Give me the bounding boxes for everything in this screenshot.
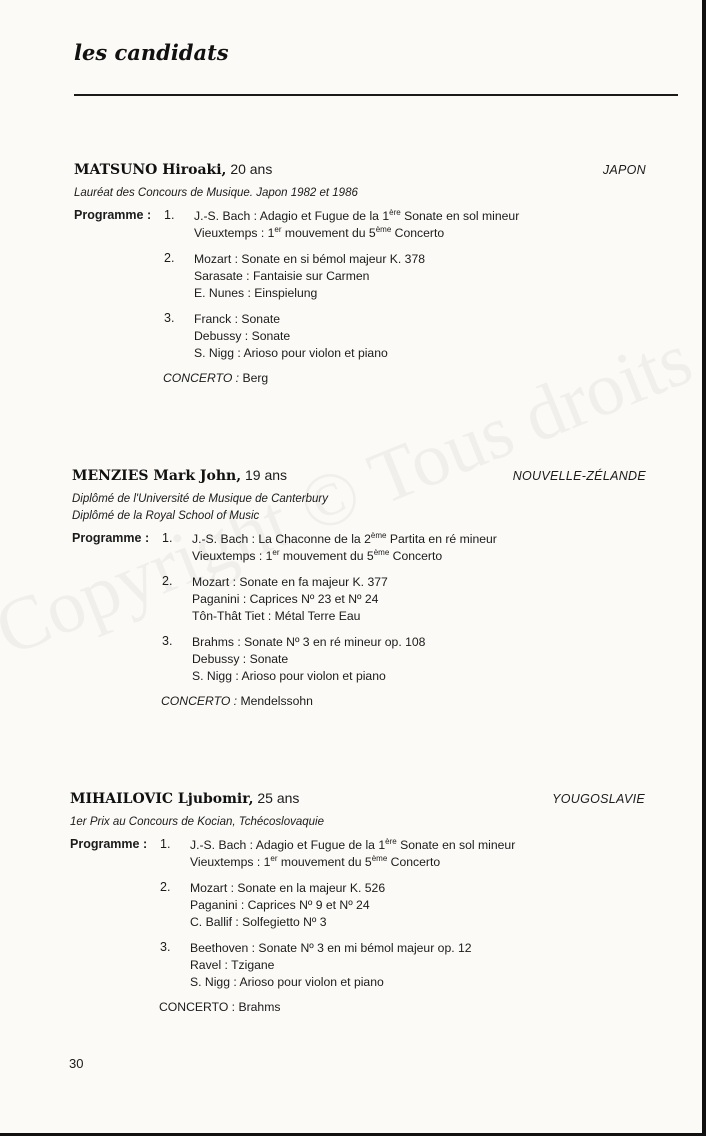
piece: Beethoven : Sonate Nº 3 en mi bémol majeur op. 12 <box>190 941 472 955</box>
concerto-value: Mendelssohn <box>240 694 313 708</box>
candidate-matsuno <box>74 161 646 385</box>
piece: S. Nigg : Arioso pour violon et piano <box>194 346 388 360</box>
concerto-label: CONCERTO : <box>163 371 240 385</box>
programme-number: 3. <box>164 311 175 325</box>
candidate-age: 20 ans <box>230 161 273 177</box>
candidate-credentials <box>70 814 645 831</box>
candidate-name: MENZIES Mark John, <box>72 468 242 484</box>
candidate-name-line <box>74 161 272 178</box>
programme-number: 3. <box>160 940 171 954</box>
piece: Mozart : Sonate en fa majeur K. 377 <box>192 575 388 589</box>
programme <box>74 208 646 362</box>
candidate-country: YOUGOSLAVIE <box>552 792 645 806</box>
candidate-name-line <box>72 467 287 484</box>
programme-label: Programme : <box>70 837 148 851</box>
piece: Ravel : Tzigane <box>190 958 275 972</box>
candidate-mihailovic <box>70 790 645 1014</box>
credential-line: 1er Prix au Concours de Kocian, Tchécoslovaquie <box>70 816 324 828</box>
candidate-age: 25 ans <box>257 790 300 806</box>
piece: Vieuxtemps : 1er mouvement du 5ème Concerto <box>194 224 445 240</box>
piece: C. Ballif : Solfegietto Nº 3 <box>190 915 327 929</box>
programme-item-3 <box>72 634 646 685</box>
programme-label: Programme : <box>72 531 150 545</box>
candidate-header <box>70 790 645 812</box>
page-right-edge <box>702 0 706 1136</box>
programme-number: 2. <box>164 251 175 265</box>
concerto-label: CONCERTO : <box>161 694 238 708</box>
candidate-header <box>72 467 646 489</box>
programme-item-1 <box>74 208 646 242</box>
programme-item-3 <box>74 311 646 362</box>
piece: Franck : Sonate <box>194 312 281 326</box>
piece: Tôn-Thât Tiet : Métal Terre Eau <box>192 609 361 623</box>
candidate-credentials <box>74 185 646 202</box>
section-title: les candidats <box>74 40 229 65</box>
candidate-country: JAPON <box>602 163 646 177</box>
concerto-label: CONCERTO : <box>159 1000 236 1014</box>
piece: Paganini : Caprices Nº 23 et Nº 24 <box>192 592 379 606</box>
programme-number: 2. <box>160 880 171 894</box>
credential-line: Lauréat des Concours de Musique. Japon 1982 et 1986 <box>74 187 358 199</box>
credential-line: Diplômé de l'Université de Musique de Canterbury <box>72 493 328 505</box>
concerto-line <box>70 1000 645 1014</box>
programme-item-1 <box>70 837 645 871</box>
candidate-credentials <box>72 491 646 525</box>
piece: J.-S. Bach : Adagio et Fugue de la 1ère Sonate en sol mineur <box>194 207 520 223</box>
piece: Vieuxtemps : 1er mouvement du 5ème Concerto <box>192 547 443 563</box>
programme-item-2 <box>72 574 646 625</box>
piece: Debussy : Sonate <box>194 329 291 343</box>
programme-number: 2. <box>162 574 173 588</box>
candidate-menzies <box>72 467 646 708</box>
piece: J.-S. Bach : La Chaconne de la 2ème Partita en ré mineur <box>192 530 497 546</box>
candidate-country: NOUVELLE-ZÉLANDE <box>512 469 646 483</box>
piece: J.-S. Bach : Adagio et Fugue de la 1ère Sonate en sol mineur <box>190 836 516 852</box>
page-number: 30 <box>69 1056 84 1071</box>
credential-line: Diplômé de la Royal School of Music <box>72 510 260 522</box>
piece: Mozart : Sonate en la majeur K. 526 <box>190 881 386 895</box>
programme-number: 3. <box>162 634 173 648</box>
candidate-name-line <box>70 790 299 807</box>
piece: Vieuxtemps : 1er mouvement du 5ème Concerto <box>190 853 441 869</box>
piece: Debussy : Sonate <box>192 652 289 666</box>
concerto-line <box>74 371 646 385</box>
candidate-header <box>74 161 646 183</box>
piece: E. Nunes : Einspielung <box>194 286 318 300</box>
candidate-age: 19 ans <box>245 467 288 483</box>
programme-item-1 <box>72 531 646 565</box>
candidate-name: MIHAILOVIC Ljubomir, <box>70 791 254 807</box>
concerto-value: Berg <box>242 371 269 385</box>
programme-number: 1. <box>164 208 175 222</box>
programme-item-2 <box>74 251 646 302</box>
programme <box>72 531 646 685</box>
piece: Sarasate : Fantaisie sur Carmen <box>194 269 370 283</box>
piece: Brahms : Sonate Nº 3 en ré mineur op. 108 <box>192 635 426 649</box>
candidate-name: MATSUNO Hiroaki, <box>74 162 227 178</box>
piece: Paganini : Caprices Nº 9 et Nº 24 <box>190 898 370 912</box>
programme-number: 1. <box>160 837 171 851</box>
concerto-value: Brahms <box>238 1000 281 1014</box>
title-rule <box>74 94 678 96</box>
programme-item-2 <box>70 880 645 931</box>
piece: Mozart : Sonate en si bémol majeur K. 378 <box>194 252 426 266</box>
programme-item-3 <box>70 940 645 991</box>
programme-label: Programme : <box>74 208 152 222</box>
programme-number: 1. <box>162 531 173 545</box>
programme <box>70 837 645 991</box>
piece: S. Nigg : Arioso pour violon et piano <box>190 975 384 989</box>
concerto-line <box>72 694 646 708</box>
piece: S. Nigg : Arioso pour violon et piano <box>192 669 386 683</box>
